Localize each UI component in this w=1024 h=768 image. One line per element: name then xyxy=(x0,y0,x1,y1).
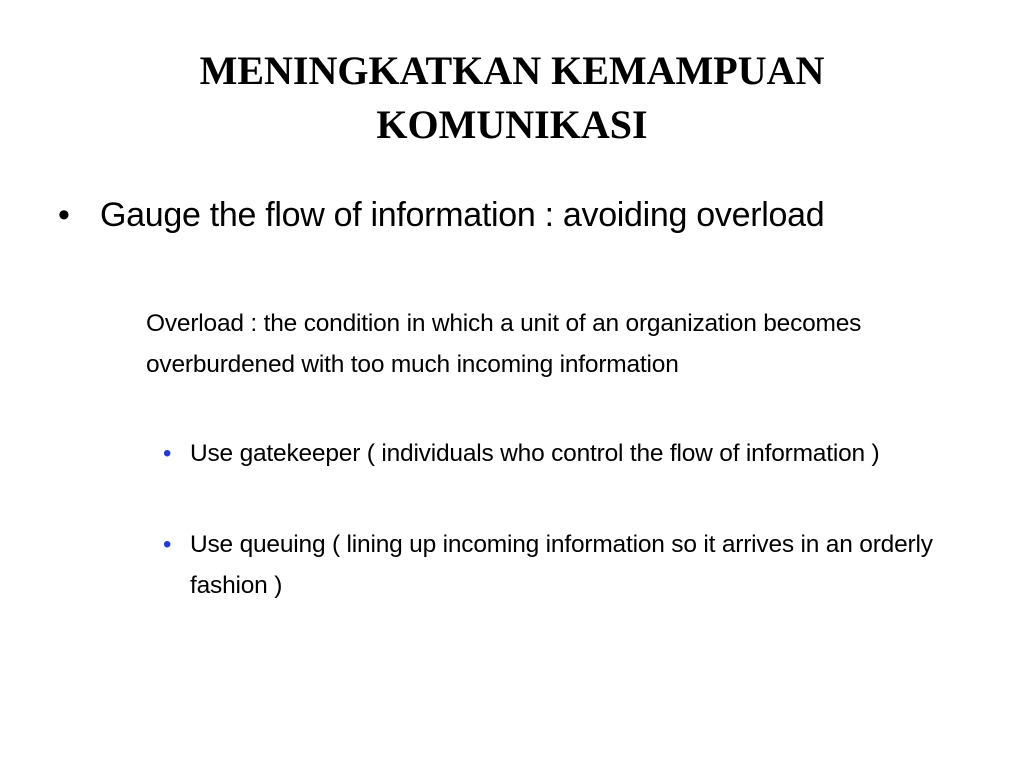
sub-bullet-gatekeeper: Use gatekeeper ( individuals who control the flow of information ) xyxy=(190,440,880,467)
sub-bullet-queuing: Use queuing ( lining up incoming information so it arrives in an orderly fashion ) xyxy=(190,531,933,599)
bullet-icon: • xyxy=(58,196,70,234)
sub-bullet-icon: • xyxy=(163,440,172,467)
definition-paragraph: Overload : the condition in which a unit of an organization becomes overburdened with too much incoming information xyxy=(146,310,862,378)
title-line-2: KOMUNIKASI xyxy=(376,102,648,147)
main-bullet-text: Gauge the flow of information : avoiding overload xyxy=(100,196,825,234)
title-line-1: MENINGKATKAN KEMAMPUAN xyxy=(199,48,825,93)
sub-bullet-icon: • xyxy=(163,531,172,558)
